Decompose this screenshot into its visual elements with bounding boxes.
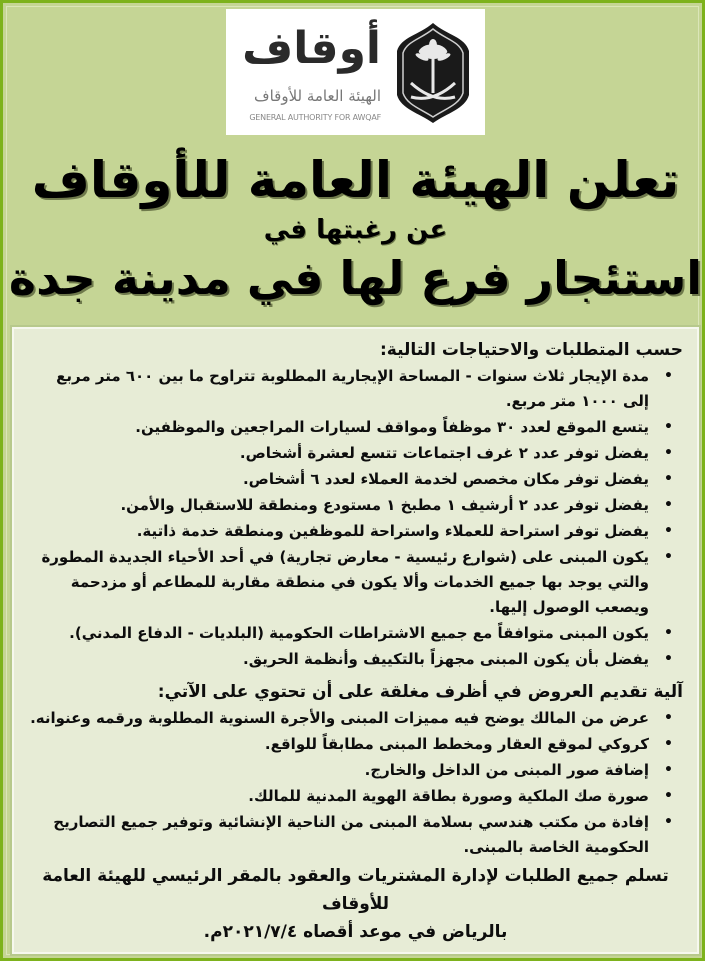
list-item-text: إفادة من مكتب هندسي بسلامة المبنى من الناحية الإنشائية وتوفير جميع التصاريح الحكومية الخاصة بالمبنى.	[53, 813, 649, 856]
list-item	[28, 706, 683, 731]
palm-and-swords-emblem-icon	[395, 21, 471, 125]
bullet-icon: •	[664, 445, 673, 461]
list-item-text: يفضل توفر استراحة للعملاء واستراحة للموظفين ومنطقة خدمة ذاتية.	[136, 522, 649, 540]
headline-announcer: تعلن الهيئة العامة للأوقاف	[31, 151, 680, 209]
list-item	[28, 758, 683, 783]
list-item	[28, 621, 683, 646]
bullet-icon: •	[664, 497, 673, 513]
list-item-text: يفضل توفر عدد ٢ أرشيف ١ مطبخ ١ مستودع ومنطقة للاستقبال والأمن.	[120, 496, 649, 514]
deadline-line-2: بالرياض في موعد أقصاه ٢٠٢١/٧/٤م.	[203, 922, 508, 942]
list-item-text: يفضل توفر عدد ٢ غرف اجتماعات تتسع لعشرة أشخاص.	[239, 444, 649, 462]
list-item	[28, 493, 683, 518]
requirements-list	[28, 364, 683, 672]
submission-list	[28, 706, 683, 860]
list-item	[28, 784, 683, 809]
bullet-icon: •	[664, 762, 673, 778]
bullet-icon: •	[664, 736, 673, 752]
bullet-icon: •	[664, 814, 673, 830]
list-item-text: إضافة صور المبنى من الداخل والخارج.	[364, 761, 649, 779]
list-item-text: يكون المبنى متوافقاً مع جميع الاشتراطات الحكومية (البلديات - الدفاع المدني).	[69, 624, 649, 642]
list-item-text: صورة صك الملكية وصورة بطاقة الهوية المدنية للمالك.	[248, 787, 649, 805]
bullet-icon: •	[664, 549, 673, 565]
list-item-text: عرض من المالك يوضح فيه مميزات المبنى والأجرة السنوية المطلوبة ورقمه وعنوانه.	[30, 709, 649, 727]
list-item-text: يتسع الموقع لعدد ٣٠ موظفاً ومواقف لسيارات المراجعين والموظفين.	[135, 418, 649, 436]
submission-deadline-note	[28, 862, 683, 946]
list-item	[28, 545, 683, 620]
bullet-icon: •	[664, 788, 673, 804]
details-panel	[12, 327, 699, 954]
bullet-icon: •	[664, 368, 673, 384]
list-item-text: يكون المبنى على (شوارع رئيسية - معارض تجارية) في أحد الأحياء الجديدة المطورة والتي يوجد بها جميع الخدمات وألا يكون في منطقة مقاربة للمطاعم أو مزدحمة ويصعب الوصول إليها.	[41, 548, 649, 616]
logo-name-arabic: الهيئة العامة للأوقاف	[254, 87, 381, 105]
deadline-line-1: تسلم جميع الطلبات لإدارة المشتريات والعقود بالمقر الرئيسي للهيئة العامة للأوقاف	[42, 866, 669, 914]
list-item	[28, 415, 683, 440]
list-item	[28, 364, 683, 414]
list-item	[28, 732, 683, 757]
list-item	[28, 647, 683, 672]
bullet-icon: •	[664, 419, 673, 435]
logo-wordmark: أوقاف	[242, 23, 381, 74]
list-item	[28, 467, 683, 492]
submission-title: آلية تقديم العروض في أظرف مغلقة على أن تحتوي على الآتي:	[157, 682, 683, 702]
headline-intent: عن رغبتها في	[263, 215, 448, 245]
bullet-icon: •	[664, 471, 673, 487]
list-item	[28, 441, 683, 466]
awqaf-logo	[226, 9, 485, 135]
logo-name-english: GENERAL AUTHORITY FOR AWQAF	[249, 113, 381, 122]
bullet-icon: •	[664, 625, 673, 641]
bullet-icon: •	[664, 523, 673, 539]
list-item	[28, 519, 683, 544]
headline-subject: استئجار فرع لها في مدينة جدة	[8, 251, 703, 305]
details-content	[28, 337, 683, 946]
list-item-text: يفضل توفر مكان مخصص لخدمة العملاء لعدد ٦ أشخاص.	[242, 470, 649, 488]
requirements-title: حسب المتطلبات والاحتياجات التالية:	[379, 340, 683, 360]
bullet-icon: •	[664, 651, 673, 667]
list-item-text: كروكي لموقع العقار ومخطط المبنى مطابقاً للواقع.	[264, 735, 649, 753]
list-item-text: مدة الإيجار ثلاث سنوات - المساحة الإيجارية المطلوبة تتراوح ما بين ٦٠٠ متر مربع إلى ١٠٠٠ متر مربع.	[56, 367, 649, 410]
list-item	[28, 810, 683, 860]
list-item-text: يفضل بأن يكون المبنى مجهزاً بالتكييف وأنظمة الحريق.	[243, 650, 649, 668]
bullet-icon: •	[664, 710, 673, 726]
